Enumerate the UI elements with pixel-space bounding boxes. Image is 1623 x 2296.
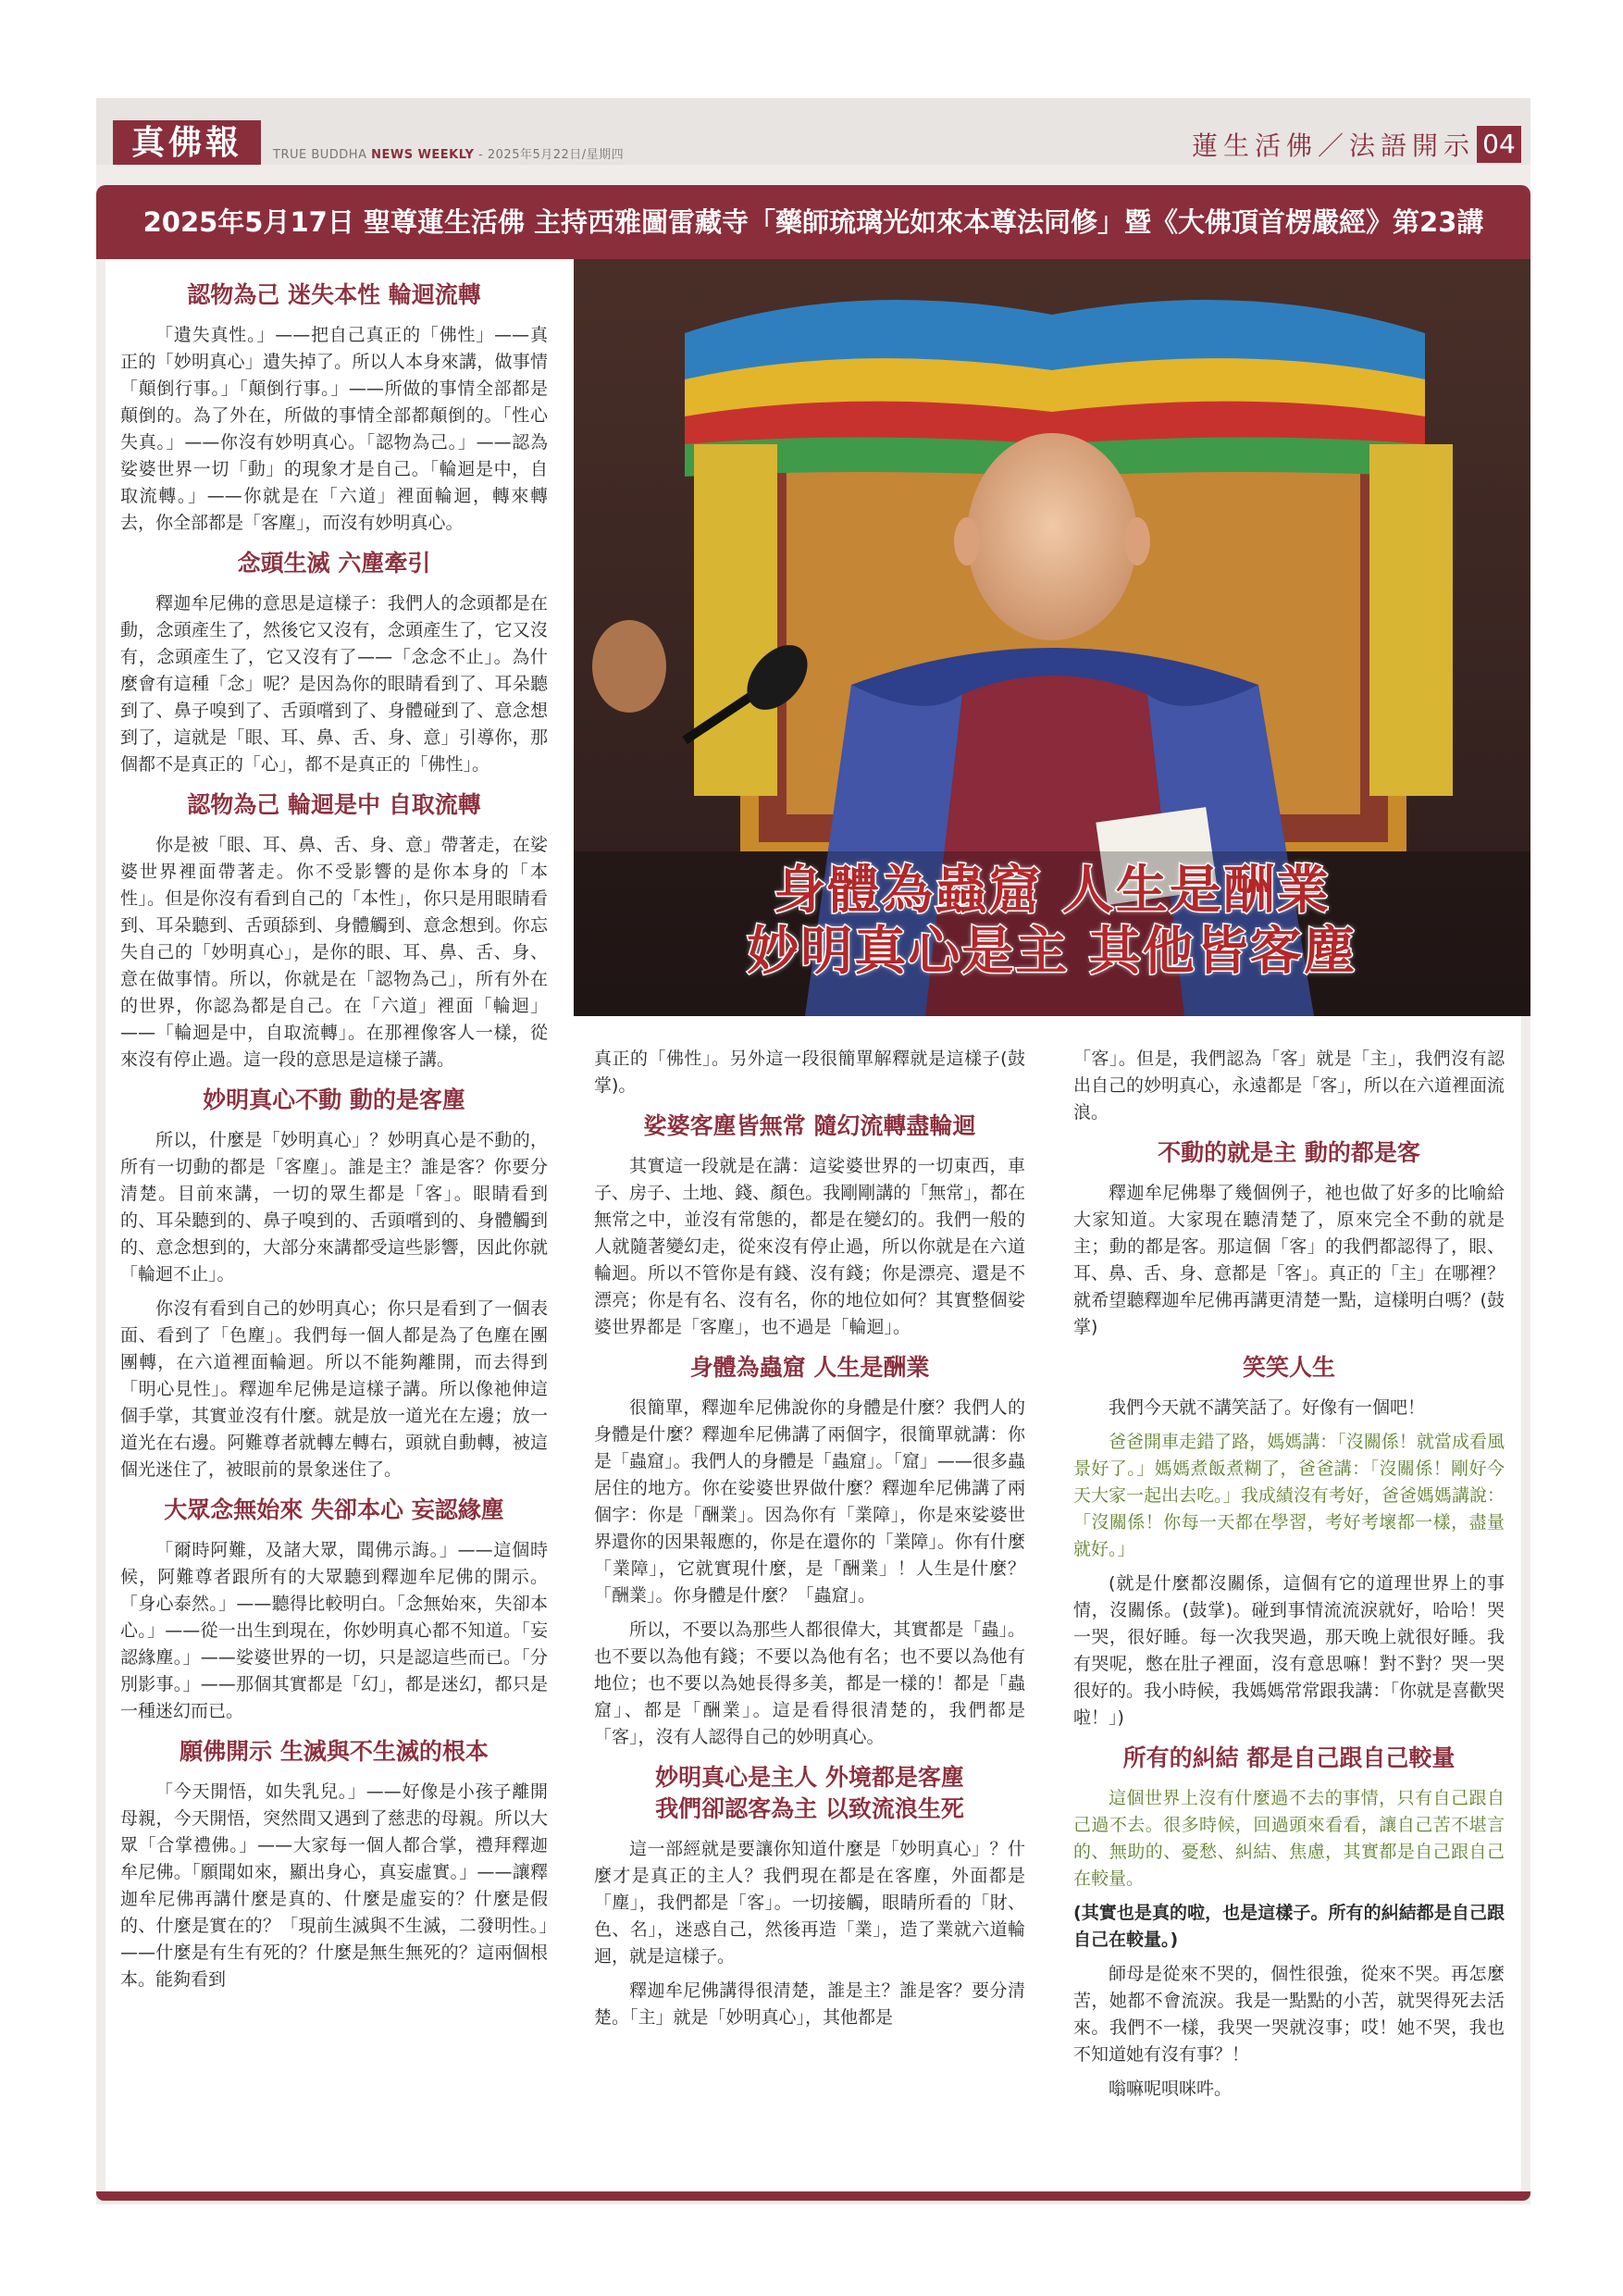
column-3 [1073,1046,1505,2110]
subheading: 笑笑人生 [1242,1354,1335,1381]
subheading: 妙明真心是主人 外境都是客塵 [655,1764,964,1791]
bottom-rule [96,2191,1530,2201]
paragraph: (就是什麼都沒關係，這個有它的道理世界上的事情，沒關係。(鼓掌)。碰到事情流流淚就好，哈哈！哭一哭，很好睡。每一次我哭過，那天晚上就很好睡。我有哭呢，憋在肚子裡面，沒有意思嘛！對不對？哭一哭很好的。我小時候，我媽媽常常跟我講：「你就是喜歡哭啦！」) [1073,1573,1505,1728]
paragraph: 釋迦牟尼佛講得很清楚，誰是主？誰是客？要分清楚。「主」就是「妙明真心」，其他都是 [594,1980,1025,2028]
masthead-bold: NEWS WEEKLY [371,148,475,162]
article-title: 2025年5月17日 聖尊蓮生活佛 主持西雅圖雷藏寺「藥師琉璃光如來本尊法同修」暨《大佛頂首楞嚴經》第23講 [142,206,1484,238]
masthead [273,144,624,162]
paragraph: 釋迦牟尼佛的意思是這樣子：我們人的念頭都是在動，念頭產生了，然後它又沒有，念頭產生了，它又沒有，念頭產生了，它又沒有了——「念念不止」。為什麼會有這種「念」呢？是因為你的眼睛看到了、耳朵聽到了、鼻子嗅到了、舌頭嚐到了、身體碰到了、意念想到了，這就是「眼、耳、鼻、舌、身、意」引導你，那個都不是真正的「心」，都不是真正的「佛性」。 [120,593,548,775]
paragraph: 很簡單，釋迦牟尼佛說你的身體是什麼？我們人的身體是什麼？釋迦牟尼佛講了兩個字，很簡單就講：你是「蟲窟」。我們人的身體是「蟲窟」。「窟」——很多蟲居住的地方。你在娑婆世界做什麼？釋迦牟尼佛講了兩個字：你是「酬業」。因為你有「業障」，你是來娑婆世界還你的因果報應的，你是在還你的「業障」。你有什麼「業障」，它就實現什麼，是「酬業」！人生是什麼？「酬業」。你身體是什麼？「蟲窟」。 [594,1397,1025,1606]
subheading: 願佛開示 生滅與不生滅的根本 [180,1738,489,1765]
paragraph: 嗡嘛呢唄咪吽。 [1109,2079,1233,2099]
paragraph: 師母是從來不哭的，個性很強，從來不哭。再怎麼苦，她都不會流淚。我是一點點的小苦，就哭得死去活來。我們不一樣，我哭一哭就沒事；哎！她不哭，我也不知道她有沒有事？！ [1073,1964,1505,2065]
subheading: 身體為蟲窟 人生是酬業 [689,1354,930,1381]
column-2 [594,1046,1025,2039]
paragraph: 你沒有看到自己的妙明真心；你只是看到了一個表面、看到了「色塵」。我們每一個人都是為了色塵在團團轉，在六道裡面輪迴。所以不能夠離開，而去得到「明心見性」。釋迦牟尼佛是這樣子講。所以像祂伸這個手掌，其實並沒有什麼。就是放一道光在左邊；放一道光在右邊。阿難尊者就轉左轉右，頭就自動轉，被這個光迷住了，被眼前的景象迷住了。 [120,1298,548,1480]
paragraph: (其實也是真的啦，也是這樣子。所有的糾結都是自己跟自己在較量。) [1073,1903,1505,1950]
paragraph: 爸爸開車走錯了路，媽媽講：「沒關係！就當成看風景好了。」媽媽煮飯煮糊了，爸爸講：「沒關係！剛好今天大家一起出去吃。」我成績沒有考好，爸爸媽媽講說：「沒關係！你每一天都在學習，考好考壞都一樣，盡量就好。」 [1073,1432,1505,1559]
paragraph: 「客」。但是，我們認為「客」就是「主」，我們沒有認出自己的妙明真心，永遠都是「客」，所以在六道裡面流浪。 [1073,1049,1505,1123]
headline-line-1: 身體為蟲窟 人生是酬業 [774,861,1331,921]
column-1 [120,268,548,2001]
subheading: 所有的糾結 都是自己跟自己較量 [1122,1744,1456,1771]
paragraph: 這一部經就是要讓你知道什麼是「妙明真心」？什麼才是真正的主人？我們現在都是在客塵，外面都是「塵」，我們都是「客」。一切接觸，眼睛所看的「財、色、名」，迷惑自己，然後再造「業」，造了業就六道輪迴，就是這樣子。 [594,1839,1025,1967]
subheading: 妙明真心不動 動的是客塵 [203,1086,465,1113]
paragraph: 「今天開悟，如失乳兒。」——好像是小孩子離開母親，今天開悟，突然間又遇到了慈悲的母親。所以大眾「合掌禮佛。」——大家每一個人都合掌，禮拜釋迦牟尼佛。「願聞如來，顯出身心，真妄虛實。」——讓釋迦牟尼佛再講什麼是真的、什麼是虛妄的？什麼是假的、什麼是實在的？「現前生滅與不生滅，二發明性。」——什麼是有生有死的？什麼是無生無死的？這兩個根本。能夠看到 [120,1781,548,1990]
subheading: 娑婆客塵皆無常 隨幻流轉盡輪迴 [643,1112,976,1139]
masthead-prefix: TRUE BUDDHA [273,148,372,162]
headline-line-2: 妙明真心是主 其他皆客塵 [747,922,1357,982]
headline [574,861,1530,983]
subheading: 念頭生滅 六塵牽引 [237,550,431,577]
subheading: 大眾念無始來 失卻本心 妄認緣塵 [164,1496,504,1523]
paragraph: 真正的「佛性」。另外這一段很簡單解釋就是這樣子(鼓掌)。 [594,1049,1025,1096]
subheading: 認物為己 迷失本性 輪迴流轉 [187,281,481,308]
newspaper-logo[interactable]: 真佛報 [113,120,261,165]
paragraph: 「遺失真性。」——把自己真正的「佛性」——真正的「妙明真心」遺失掉了。所以人本身來講，做事情「顛倒行事。」「顛倒行事。」——所做的事情全部都是顛倒的。為了外在，所做的事情全部都顛倒的。「性心失真。」——你沒有妙明真心。「認物為己。」——認為娑婆世界一切「動」的現象才是自己。「輪迴是中，自取流轉。」——你就是在「六道」裡面輪迴，轉來轉去，你全部都是「客塵」，而沒有妙明真心。 [120,325,548,533]
section-title: 蓮生活佛／法語開示 [1191,130,1475,161]
subheading: 認物為己 輪迴是中 自取流轉 [187,791,481,818]
paragraph: 我們今天就不講笑話了。好像有一個吧！ [1109,1397,1426,1418]
paragraph: 「爾時阿難，及諸大眾，聞佛示誨。」——這個時候，阿難尊者跟所有的大眾聽到釋迦牟尼佛的開示。「身心泰然。」——聽得比較明白。「念無始來，失卻本心。」——從一出生到現在，你妙明真心都不知道。「妄認緣塵。」——娑婆世界的一切，只是認這些而已。「分別影事。」——那個其實都是「幻」，都是迷幻，都只是一種迷幻而已。 [120,1540,548,1721]
subheading: 我們卻認客為主 以致流浪生死 [655,1795,964,1822]
paragraph: 你是被「眼、耳、鼻、舌、身、意」帶著走，在娑婆世界裡面帶著走。你不受影響的是你本身的「本性」。但是你沒有看到自己的「本性」，你只是用眼睛看到、耳朵聽到、舌頭舔到、身體觸到、意念想到。你忘失自己的「妙明真心」，是你的眼、耳、鼻、舌、身、意在做事情。所以，你就是在「認物為己」，所有外在的世界，你認為都是自己。在「六道」裡面「輪迴」——「輪迴是中，自取流轉」。在那裡像客人一樣，從來沒有停止過。這一段的意思是這樣子講。 [120,835,548,1070]
paragraph: 所以，什麼是「妙明真心」？妙明真心是不動的，所有一切動的都是「客塵」。誰是主？誰是客？你要分清楚。目前來講，一切的眾生都是「客」。眼睛看到的、耳朵聽到的、鼻子嗅到的、舌頭嚐到的、身體觸到的、意念想到的，大部分來講都受這些影響，因此你就「輪迴不止」。 [120,1130,548,1285]
paragraph: 所以，不要以為那些人都很偉大，其實都是「蟲」。也不要以為他有錢；不要以為他有名；也不要以為他有地位；也不要以為她長得多美，都是一樣的！都是「蟲窟」、都是「酬業」。這是看得很清楚的，我們都是「客」，沒有人認得自己的妙明真心。 [594,1620,1025,1747]
masthead-date: - 2025年5月22日/星期四 [474,148,625,162]
paragraph: 這個世界上沒有什麼過不去的事情，只有自己跟自己過不去。很多時候，回過頭來看看，讓自己苦不堪言的、無助的、憂愁、糾結、焦慮，其實都是自己跟自己在較量。 [1073,1788,1505,1889]
subheading: 不動的就是主 動的都是客 [1158,1139,1420,1166]
paragraph: 其實這一段就是在講：這娑婆世界的一切東西，車子、房子、土地、錢、顏色。我剛剛講的「無常」，都在無常之中，並沒有常態的，都是在變幻的。我們一般的人就隨著變幻走，從來沒有停止過，所以你就是在六道輪迴。所以不管你是有錢、沒有錢；你是漂亮、還是不漂亮；你是有名、沒有名，你的地位如何？其實整個娑婆世界都是「客塵」，也不過是「輪迴」。 [594,1156,1025,1337]
page-number: 04 [1477,126,1521,163]
paragraph: 釋迦牟尼佛舉了幾個例子，祂也做了好多的比喻給大家知道。大家現在聽清楚了，原來完全不動的就是主；動的都是客。那這個「客」的我們都認得了，眼、耳、鼻、舌、身、意都是「客」。真正的「主」在哪裡？就希望聽釋迦牟尼佛再講更清楚一點，這樣明白嗎？(鼓掌) [1073,1183,1505,1337]
